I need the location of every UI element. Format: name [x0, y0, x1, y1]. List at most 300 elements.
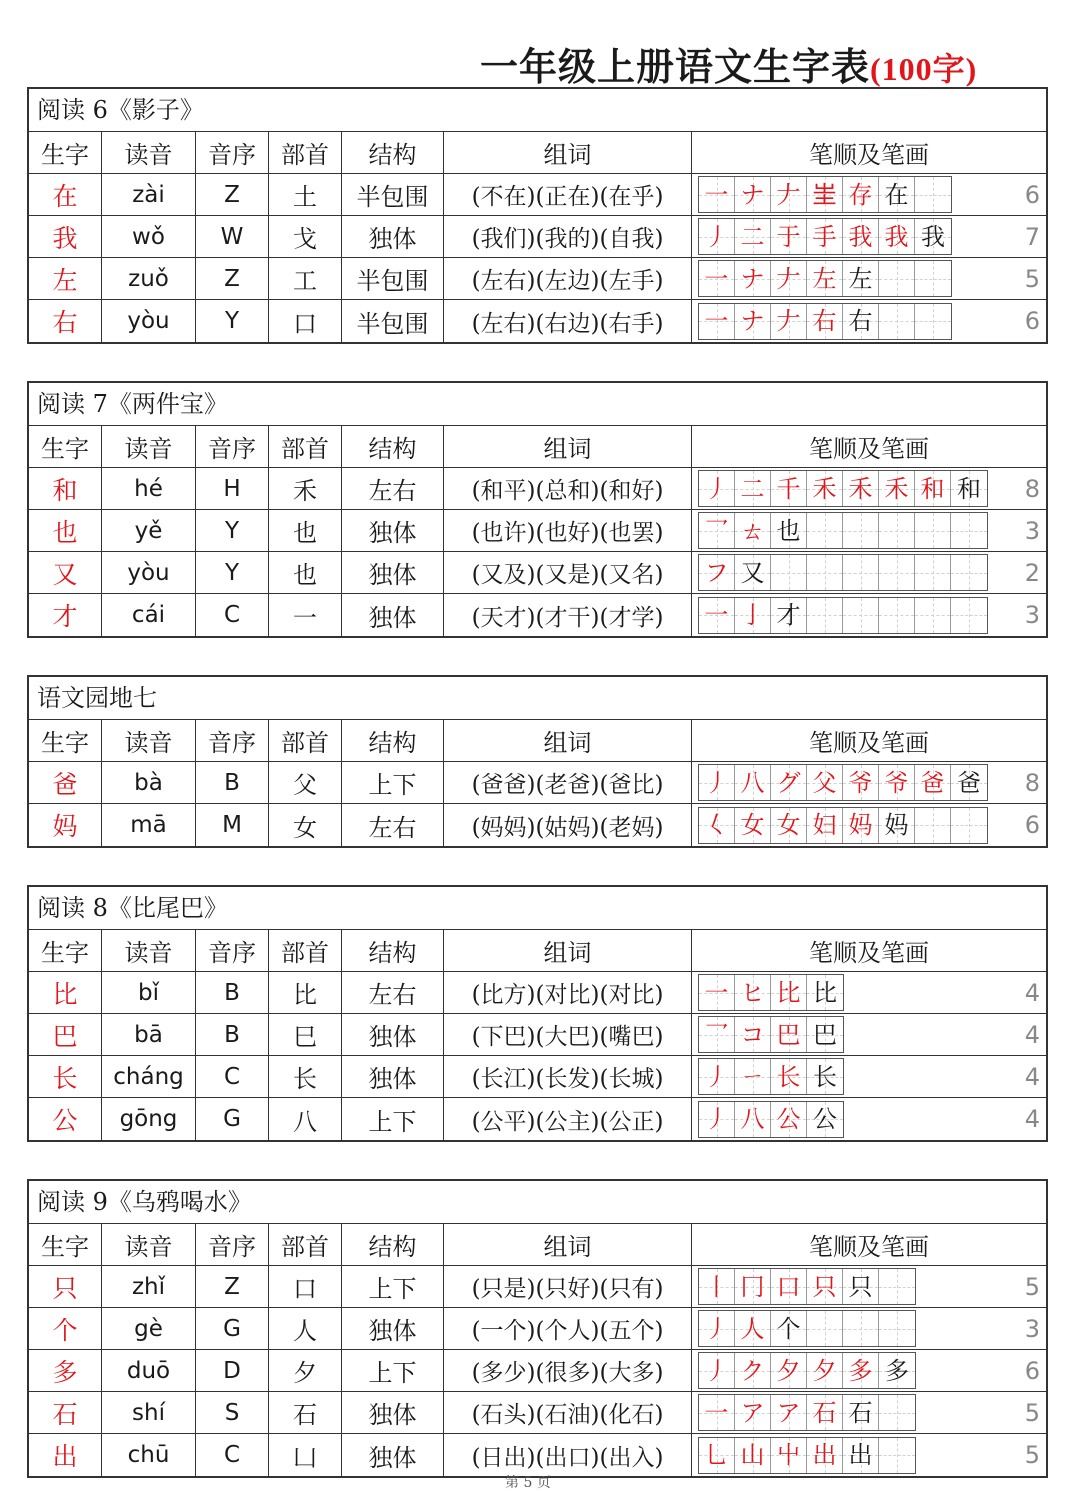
stroke-box — [879, 808, 915, 843]
stroke-step: 二 — [740, 222, 765, 251]
stroke-box — [843, 808, 879, 843]
table-row — [29, 510, 1046, 552]
stroke-step: 在 — [884, 180, 909, 209]
table-row — [29, 174, 1046, 216]
stroke-count: 4 — [1024, 1021, 1040, 1049]
pinyin-cell: bā — [102, 1014, 196, 1055]
stroke-box — [843, 1353, 879, 1388]
radical-cell: 石 — [269, 1392, 342, 1433]
character-cell: 和 — [29, 468, 102, 509]
stroke-box — [771, 1353, 807, 1388]
stroke-step: 才 — [776, 601, 801, 629]
words-cell: (也许)(也好)(也罢) — [444, 510, 692, 551]
stroke-box — [951, 555, 987, 590]
stroke-box — [771, 1059, 807, 1094]
character-cell: 爸 — [29, 762, 102, 803]
section-title: 阅读 9《乌鸦喝水》 — [29, 1181, 1046, 1224]
stroke-box — [735, 1017, 771, 1052]
table-row — [29, 552, 1046, 594]
column-header: 读音 — [102, 426, 196, 467]
pinyin-cell: yě — [102, 510, 196, 551]
stroke-box — [807, 1395, 843, 1430]
stroke-step: 一 — [704, 601, 729, 629]
stroke-order-cell — [692, 1098, 1046, 1140]
stroke-order-cell — [692, 258, 1046, 299]
words-cell: (妈妈)(姑妈)(老妈) — [444, 804, 692, 846]
stroke-box — [843, 471, 879, 506]
stroke-step: 亅 — [740, 601, 765, 629]
stroke-box — [699, 471, 735, 506]
stroke-order-cell — [692, 300, 1046, 342]
header-row — [29, 720, 1046, 762]
table-row — [29, 1434, 1046, 1476]
words-cell: (左右)(左边)(左手) — [444, 258, 692, 299]
stroke-step: 长 — [813, 1062, 837, 1091]
stroke-step: 比 — [813, 978, 837, 1007]
stroke-count: 2 — [1024, 559, 1040, 587]
letter-cell: B — [196, 972, 269, 1013]
character-cell: 在 — [29, 174, 102, 215]
words-cell: (长江)(长发)(长城) — [444, 1056, 692, 1097]
table-row — [29, 594, 1046, 636]
pinyin-cell: gè — [102, 1308, 196, 1349]
stroke-step: 我 — [848, 222, 873, 251]
stroke-count: 6 — [1024, 307, 1040, 335]
page-title — [480, 36, 977, 91]
structure-cell: 上下 — [342, 1350, 444, 1391]
table-row — [29, 1056, 1046, 1098]
stroke-step: 禾 — [848, 474, 873, 503]
stroke-step: グ — [776, 768, 801, 797]
words-cell: (多少)(很多)(大多) — [444, 1350, 692, 1391]
stroke-count: 5 — [1024, 265, 1040, 293]
stroke-box — [771, 304, 807, 339]
stroke-step: ㄊ — [740, 516, 765, 545]
stroke-box — [807, 1353, 843, 1388]
column-header: 结构 — [342, 426, 444, 467]
stroke-step: ク — [740, 1356, 765, 1385]
stroke-box — [807, 808, 843, 843]
letter-cell: Y — [196, 300, 269, 342]
stroke-box — [879, 1311, 915, 1346]
radical-cell: 女 — [269, 804, 342, 846]
stroke-step: 丨 — [704, 1272, 729, 1301]
column-header: 部首 — [269, 1224, 342, 1265]
stroke-box — [807, 555, 843, 590]
stroke-box — [735, 304, 771, 339]
words-cell: (日出)(出口)(出入) — [444, 1434, 692, 1476]
stroke-step: 千 — [776, 474, 801, 503]
structure-cell: 半包围 — [342, 174, 444, 215]
stroke-step: 夕 — [812, 1356, 837, 1385]
stroke-box — [699, 1438, 735, 1473]
stroke-step: 一 — [704, 264, 729, 293]
letter-cell: C — [196, 1434, 269, 1476]
pinyin-cell: yòu — [102, 552, 196, 593]
column-header: 组词 — [444, 426, 692, 467]
stroke-box — [735, 1438, 771, 1473]
column-header: 部首 — [269, 132, 342, 173]
table-row — [29, 216, 1046, 258]
stroke-count: 5 — [1024, 1273, 1040, 1301]
stroke-grid — [698, 1352, 916, 1389]
character-cell: 出 — [29, 1434, 102, 1476]
character-cell: 比 — [29, 972, 102, 1013]
table-row — [29, 1014, 1046, 1056]
letter-cell: M — [196, 804, 269, 846]
radical-cell: 一 — [269, 594, 342, 636]
stroke-order-cell — [692, 804, 1046, 846]
pinyin-cell: gōng — [102, 1098, 196, 1140]
stroke-step: 夕 — [776, 1356, 801, 1385]
stroke-box — [915, 261, 951, 296]
stroke-box — [807, 471, 843, 506]
stroke-count: 5 — [1024, 1441, 1040, 1469]
stroke-box — [843, 555, 879, 590]
table-row — [29, 804, 1046, 846]
pinyin-cell: cái — [102, 594, 196, 636]
stroke-order-cell — [692, 1392, 1046, 1433]
stroke-step: 我 — [884, 222, 909, 251]
stroke-box — [915, 177, 951, 212]
stroke-step: 和 — [920, 474, 945, 503]
stroke-box — [699, 219, 735, 254]
stroke-step: 出 — [848, 1441, 873, 1469]
stroke-step: 乚 — [704, 1441, 729, 1469]
stroke-box — [735, 177, 771, 212]
stroke-box — [735, 808, 771, 843]
radical-cell: 父 — [269, 762, 342, 803]
structure-cell: 独体 — [342, 594, 444, 636]
stroke-step: 右 — [812, 307, 837, 335]
section-table — [27, 381, 1048, 638]
stroke-box — [699, 177, 735, 212]
structure-cell: 左右 — [342, 804, 444, 846]
stroke-box — [735, 1102, 771, 1137]
stroke-step: 我 — [921, 222, 945, 251]
words-cell: (和平)(总和)(和好) — [444, 468, 692, 509]
stroke-box — [771, 1102, 807, 1137]
stroke-box — [699, 1017, 735, 1052]
stroke-box — [735, 513, 771, 548]
table-row — [29, 300, 1046, 342]
column-header: 结构 — [342, 1224, 444, 1265]
stroke-box — [699, 261, 735, 296]
stroke-step: 爷 — [848, 768, 873, 797]
radical-cell: 夕 — [269, 1350, 342, 1391]
stroke-step: 冂 — [740, 1272, 765, 1301]
radical-cell: 人 — [269, 1308, 342, 1349]
column-header: 组词 — [444, 930, 692, 971]
column-header: 生字 — [29, 132, 102, 173]
radical-cell: 戈 — [269, 216, 342, 257]
radical-cell: 土 — [269, 174, 342, 215]
stroke-box — [771, 765, 807, 800]
stroke-box — [699, 1102, 735, 1137]
stroke-step: 丿 — [704, 1314, 729, 1343]
radical-cell: 口 — [269, 1266, 342, 1307]
stroke-step: 左 — [812, 264, 837, 293]
pinyin-cell: wǒ — [102, 216, 196, 257]
stroke-box — [843, 1269, 879, 1304]
table-row — [29, 1266, 1046, 1308]
stroke-step: 爸 — [957, 768, 981, 797]
stroke-step: 妈 — [848, 811, 873, 839]
stroke-step: 只 — [848, 1272, 873, 1301]
stroke-step: 爸 — [920, 768, 945, 797]
stroke-step: 左 — [848, 264, 873, 293]
header-row — [29, 426, 1046, 468]
words-cell: (下巴)(大巴)(嘴巴) — [444, 1014, 692, 1055]
pinyin-cell: yòu — [102, 300, 196, 342]
radical-cell: 也 — [269, 552, 342, 593]
column-header: 读音 — [102, 720, 196, 761]
structure-cell: 半包围 — [342, 258, 444, 299]
table-row — [29, 1350, 1046, 1392]
column-header: 笔顺及笔画 — [809, 1233, 929, 1261]
character-cell: 我 — [29, 216, 102, 257]
character-cell: 右 — [29, 300, 102, 342]
stroke-box — [771, 219, 807, 254]
stroke-grid — [698, 1394, 916, 1431]
header-row — [29, 132, 1046, 174]
stroke-step: 丿 — [704, 1062, 729, 1091]
stroke-count: 8 — [1024, 475, 1040, 503]
stroke-step: 一 — [704, 180, 729, 209]
section-title: 阅读 8《比尾巴》 — [29, 887, 1046, 930]
stroke-count: 7 — [1024, 223, 1040, 251]
stroke-step: 多 — [848, 1356, 873, 1385]
stroke-order-cell — [692, 1266, 1046, 1307]
radical-cell: 禾 — [269, 468, 342, 509]
section-title: 语文园地七 — [29, 677, 1046, 720]
stroke-step: 八 — [740, 768, 765, 797]
stroke-step: 于 — [776, 222, 801, 251]
stroke-box — [843, 598, 879, 633]
stroke-count: 6 — [1024, 181, 1040, 209]
stroke-box — [879, 1438, 915, 1473]
stroke-count: 3 — [1024, 517, 1040, 545]
stroke-box — [843, 765, 879, 800]
stroke-step: 存 — [848, 180, 873, 209]
stroke-box — [807, 1269, 843, 1304]
stroke-order-cell — [692, 1014, 1046, 1055]
stroke-box — [843, 219, 879, 254]
stroke-order-cell — [692, 1350, 1046, 1391]
stroke-step: 丿 — [704, 1105, 729, 1133]
stroke-step: 禾 — [812, 474, 837, 503]
stroke-box — [843, 304, 879, 339]
stroke-box — [807, 177, 843, 212]
stroke-step: 右 — [848, 307, 873, 335]
column-header: 音序 — [196, 132, 269, 173]
stroke-order-cell — [692, 972, 1046, 1013]
column-header: 结构 — [342, 132, 444, 173]
stroke-step: 二 — [740, 474, 765, 503]
stroke-box — [951, 471, 987, 506]
stroke-grid — [698, 303, 952, 340]
table-row — [29, 1308, 1046, 1350]
structure-cell: 半包围 — [342, 300, 444, 342]
stroke-box — [735, 555, 771, 590]
structure-cell: 独体 — [342, 1308, 444, 1349]
stroke-grid — [698, 512, 988, 549]
letter-cell: Y — [196, 552, 269, 593]
section-table — [27, 885, 1048, 1142]
stroke-step: 丿 — [704, 1356, 729, 1385]
stroke-step: ナ — [740, 180, 765, 209]
stroke-box — [807, 975, 843, 1010]
section-table — [27, 675, 1048, 848]
stroke-box — [771, 471, 807, 506]
stroke-count: 8 — [1024, 769, 1040, 797]
pinyin-cell: hé — [102, 468, 196, 509]
table-row — [29, 972, 1046, 1014]
stroke-count: 6 — [1024, 1357, 1040, 1385]
stroke-box — [735, 1395, 771, 1430]
stroke-box — [879, 177, 915, 212]
column-header: 生字 — [29, 720, 102, 761]
stroke-order-cell — [692, 1308, 1046, 1349]
letter-cell: Z — [196, 258, 269, 299]
stroke-box — [915, 471, 951, 506]
stroke-grid — [698, 807, 988, 844]
column-header: 组词 — [444, 132, 692, 173]
column-header: 结构 — [342, 720, 444, 761]
radical-cell: 八 — [269, 1098, 342, 1140]
character-cell: 多 — [29, 1350, 102, 1391]
stroke-box — [771, 513, 807, 548]
stroke-box — [735, 471, 771, 506]
stroke-step: 妇 — [812, 811, 837, 839]
stroke-box — [879, 765, 915, 800]
stroke-box — [843, 513, 879, 548]
stroke-box — [951, 808, 987, 843]
header-row — [29, 930, 1046, 972]
words-cell: (天才)(才干)(才学) — [444, 594, 692, 636]
radical-cell: 巳 — [269, 1014, 342, 1055]
stroke-box — [771, 808, 807, 843]
stroke-box — [771, 177, 807, 212]
words-cell: (左右)(右边)(右手) — [444, 300, 692, 342]
stroke-step: ヒ — [740, 978, 765, 1007]
stroke-step: 比 — [776, 978, 801, 1007]
stroke-box — [771, 555, 807, 590]
structure-cell: 独体 — [342, 552, 444, 593]
structure-cell: 独体 — [342, 1434, 444, 1476]
stroke-step: 乛 — [704, 516, 729, 545]
stroke-grid — [698, 1437, 916, 1474]
stroke-box — [735, 219, 771, 254]
stroke-box — [735, 1269, 771, 1304]
stroke-grid — [698, 218, 952, 255]
column-header: 音序 — [196, 930, 269, 971]
structure-cell: 独体 — [342, 1056, 444, 1097]
pinyin-cell: chū — [102, 1434, 196, 1476]
stroke-order-cell — [692, 468, 1046, 509]
radical-cell: 口 — [269, 300, 342, 342]
column-header: 读音 — [102, 1224, 196, 1265]
stroke-box — [735, 598, 771, 633]
column-header: 部首 — [269, 720, 342, 761]
stroke-box — [699, 1059, 735, 1094]
stroke-order-cell — [692, 1056, 1046, 1097]
character-cell: 只 — [29, 1266, 102, 1307]
character-cell: 石 — [29, 1392, 102, 1433]
letter-cell: C — [196, 1056, 269, 1097]
stroke-box — [879, 1395, 915, 1430]
stroke-box — [735, 1311, 771, 1346]
pinyin-cell: zuǒ — [102, 258, 196, 299]
stroke-step: 口 — [776, 1272, 801, 1301]
table-row — [29, 468, 1046, 510]
stroke-step: 屮 — [776, 1441, 801, 1469]
stroke-step: 父 — [812, 768, 837, 797]
words-cell: (我们)(我的)(自我) — [444, 216, 692, 257]
stroke-step: ナ — [740, 264, 765, 293]
stroke-step: 出 — [812, 1441, 837, 1469]
structure-cell: 上下 — [342, 1098, 444, 1140]
letter-cell: H — [196, 468, 269, 509]
stroke-grid — [698, 1268, 916, 1305]
letter-cell: G — [196, 1308, 269, 1349]
stroke-grid — [698, 597, 988, 634]
letter-cell: G — [196, 1098, 269, 1140]
stroke-box — [807, 1311, 843, 1346]
stroke-box — [915, 304, 951, 339]
radical-cell: 长 — [269, 1056, 342, 1097]
stroke-box — [843, 1311, 879, 1346]
stroke-count: 3 — [1024, 1315, 1040, 1343]
stroke-grid — [698, 974, 844, 1011]
stroke-order-cell — [692, 1434, 1046, 1476]
stroke-count: 3 — [1024, 601, 1040, 629]
stroke-box — [879, 555, 915, 590]
stroke-box — [807, 598, 843, 633]
radical-cell: 工 — [269, 258, 342, 299]
stroke-step: 女 — [776, 811, 801, 839]
stroke-step: 巴 — [813, 1020, 837, 1049]
pinyin-cell: zhǐ — [102, 1266, 196, 1307]
stroke-box — [879, 1353, 915, 1388]
stroke-box — [699, 513, 735, 548]
letter-cell: Z — [196, 1266, 269, 1307]
stroke-step: 𠂇 — [776, 307, 801, 335]
column-header: 生字 — [29, 426, 102, 467]
stroke-grid — [698, 260, 952, 297]
section-table — [27, 87, 1048, 344]
stroke-box — [735, 975, 771, 1010]
stroke-count: 4 — [1024, 1105, 1040, 1133]
stroke-step: コ — [740, 1020, 765, 1049]
stroke-box — [879, 471, 915, 506]
stroke-box — [699, 975, 735, 1010]
radical-cell: 比 — [269, 972, 342, 1013]
stroke-grid — [698, 470, 988, 507]
stroke-box — [843, 177, 879, 212]
stroke-step: 个 — [776, 1314, 801, 1343]
stroke-box — [735, 261, 771, 296]
stroke-box — [879, 598, 915, 633]
stroke-box — [879, 304, 915, 339]
column-header: 音序 — [196, 1224, 269, 1265]
stroke-step: 只 — [812, 1272, 837, 1301]
stroke-step: 一 — [704, 307, 729, 335]
stroke-box — [771, 1311, 807, 1346]
stroke-box — [951, 765, 987, 800]
stroke-box — [699, 304, 735, 339]
stroke-box — [807, 261, 843, 296]
